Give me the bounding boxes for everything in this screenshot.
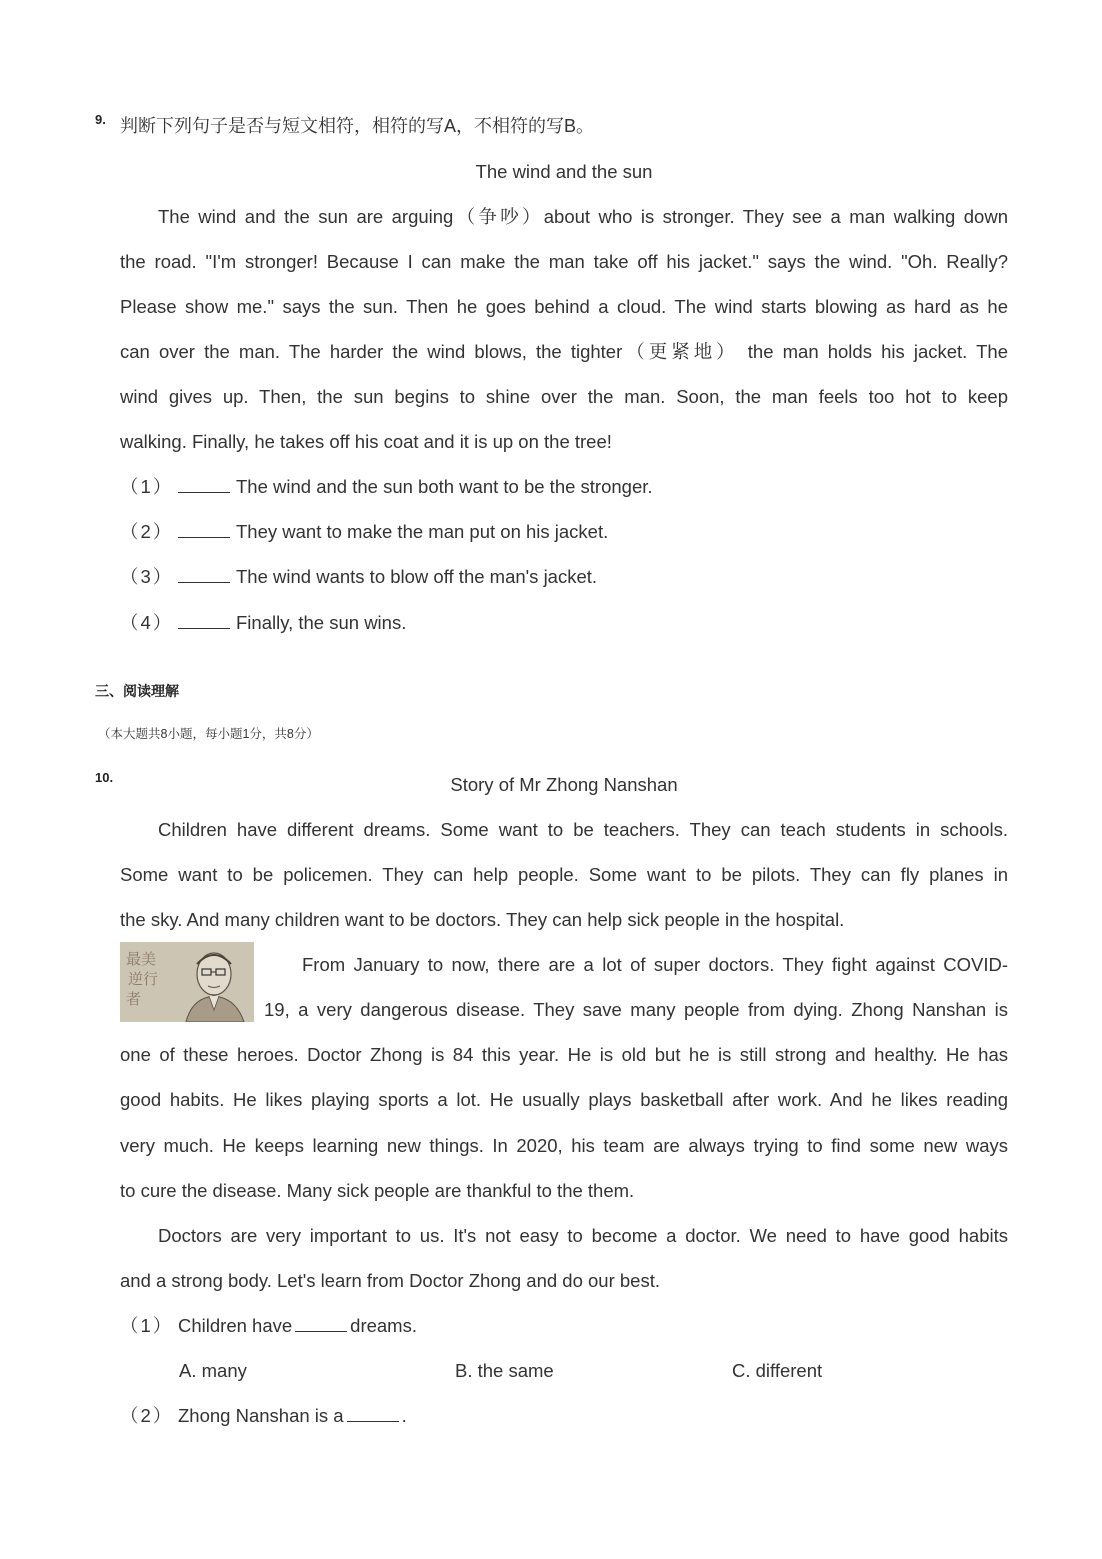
item-number: （3） [120, 566, 174, 587]
q9-passage-line: wind gives up. Then, the sun begins to shine over the man. Soon, the man feels too hot to keep [120, 386, 1008, 407]
portrait-sketch [120, 942, 254, 1022]
option-b[interactable]: B. the same [455, 1360, 554, 1381]
question-number-10: 10. [95, 770, 114, 785]
item-number: （2） [120, 521, 174, 542]
q9-item-2 [120, 509, 608, 554]
q9-passage-line: Please show me." says the sun. Then he goes behind a cloud. The wind starts blowing as hard as he [120, 296, 1008, 317]
q9-passage-line: walking. Finally, he takes off his coat and it is up on the tree! [120, 431, 612, 452]
item-number: （1） [120, 1315, 174, 1336]
q10-passage-line: one of these heroes. Doctor Zhong is 84 this year. He is old but he is still strong and healthy. He has [120, 1044, 1008, 1065]
answer-blank[interactable] [178, 523, 230, 538]
option-a[interactable]: A. many [179, 1360, 247, 1381]
q10-passage-line: the sky. And many children want to be doctors. They can help sick people in the hospital. [120, 909, 845, 930]
answer-blank[interactable] [347, 1407, 399, 1422]
q9-passage-line: the road. "I'm stronger! Because I can make the man take off his jacket." says the wind. "Oh. Really? [120, 251, 1008, 272]
item-text-after: . [401, 1405, 407, 1426]
answer-blank[interactable] [295, 1317, 347, 1332]
item-text-after: dreams. [350, 1315, 417, 1336]
svg-text:逆行: 逆行 [128, 970, 159, 988]
item-text: The wind and the sun both want to be the stronger. [236, 476, 653, 497]
q10-item-1 [120, 1303, 417, 1348]
q9-item-3 [120, 554, 597, 599]
item-text: The wind wants to blow off the man's jacket. [236, 566, 598, 587]
item-text-before: Children have [178, 1315, 293, 1336]
q10-passage-line: to cure the disease. Many sick people are thankful to the them. [120, 1180, 635, 1201]
item-text-before: Zhong Nanshan is a [178, 1405, 344, 1426]
q9-passage-line: The wind and the sun are arguing（争吵）about who is stronger. They see a man walking down [158, 206, 1008, 227]
answer-blank[interactable] [178, 478, 230, 493]
section-heading: 三、阅读理解 [95, 683, 179, 699]
q10-passage-line: good habits. He likes playing sports a lot. He usually plays basketball after work. And he likes reading [120, 1089, 1008, 1110]
q10-passage-line: and a strong body. Let's learn from Doctor Zhong and do our best. [120, 1270, 661, 1291]
item-number: （1） [120, 476, 174, 497]
q10-item-2 [120, 1393, 407, 1438]
answer-blank[interactable] [178, 614, 230, 629]
q10-passage-line: Doctors are very important to us. It's not easy to become a doctor. We need to have good habits [158, 1225, 1008, 1246]
q10-passage-line: very much. He keeps learning new things. In 2020, his team are always trying to find some new ways [120, 1135, 1008, 1156]
portrait-lettering: 最美 [126, 950, 157, 968]
answer-blank[interactable] [178, 568, 230, 583]
q9-instruction: 判断下列句子是否与短文相符，相符的写A，不相符的写B。 [120, 116, 595, 136]
q9-item-4 [120, 600, 406, 645]
q10-passage-line: From January to now, there are a lot of super doctors. They fight against COVID- [302, 954, 1008, 975]
svg-text:者: 者 [126, 990, 142, 1008]
q9-item-1 [120, 464, 653, 509]
q10-passage-line: Children have different dreams. Some want to be teachers. They can teach students in schools. [158, 819, 1008, 840]
doctor-portrait-image [120, 942, 254, 1022]
q9-passage-line: can over the man. The harder the wind blows, the tighter（更紧地） the man holds his jacket. The [120, 341, 1008, 362]
q10-passage-line: 19, a very dangerous disease. They save many people from dying. Zhong Nanshan is [264, 999, 1008, 1020]
q10-passage-title: Story of Mr Zhong Nanshan [450, 774, 678, 795]
q10-passage-line: Some want to be policemen. They can help people. Some want to be pilots. They can fly planes in [120, 864, 1008, 885]
question-number-9: 9. [95, 112, 106, 127]
item-text: Finally, the sun wins. [236, 612, 407, 633]
section-note: （本大题共8小题，每小题1分，共8分） [98, 727, 319, 741]
q9-passage-title: The wind and the sun [475, 161, 653, 182]
item-number: （2） [120, 1405, 174, 1426]
option-c[interactable]: C. different [732, 1360, 823, 1381]
item-number: （4） [120, 612, 174, 633]
item-text: They want to make the man put on his jacket. [236, 521, 609, 542]
